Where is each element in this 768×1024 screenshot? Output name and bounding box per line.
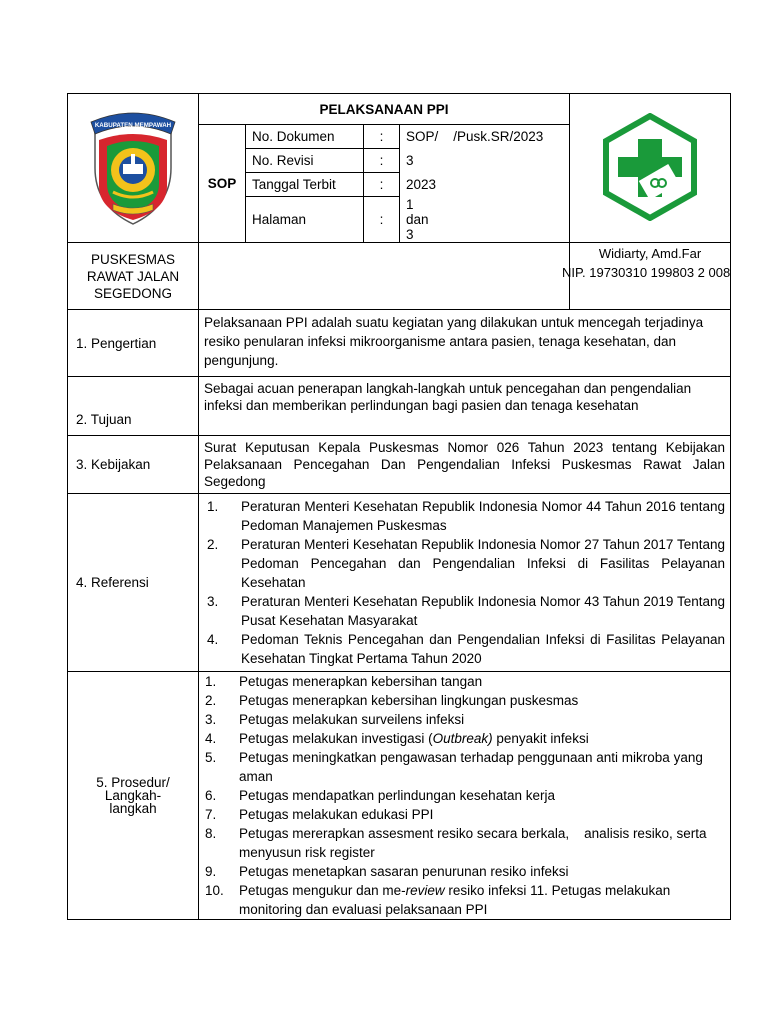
list-text: Petugas meningkatkan pengawasan terhadap penggunaan anti mikroba yang aman (239, 750, 703, 784)
list-text: Petugas mererapkan assesment resiko secara berkala, analisis resiko, serta menyusun risk register (239, 826, 711, 860)
kabupaten-mempawah-logo (83, 106, 183, 228)
list-number: 6. (205, 788, 217, 803)
list-text: Petugas melakukan investigasi (Outbreak) penyakit infeksi (239, 731, 589, 746)
section-text-tujuan: Sebagai acuan penerapan langkah-langkah untuk pencegahan dan pengendalian infeksi dan memberikan perlindungan bagi pasien dan tenaga kesehatan (199, 377, 731, 436)
puskesmas-logo (600, 113, 700, 221)
sop-label: SOP (199, 125, 246, 243)
list-text: Peraturan Menteri Kesehatan Republik Indonesia Nomor 43 Tahun 2019 Tentang Pusat Kesehatan Masyarakat (241, 594, 726, 628)
unit-line-3: SEGEDONG (93, 285, 172, 301)
health-logo-cell (570, 94, 731, 243)
list-item (207, 630, 725, 668)
list-number: 2. (205, 693, 217, 708)
unit-line-2: RAWAT JALAN (86, 268, 180, 284)
list-text: Petugas melakukan surveilens infeksi (239, 712, 465, 727)
empty-cell (199, 243, 570, 310)
meta-sep-terbit: : (364, 173, 400, 197)
section-label-referensi: 4. Referensi (68, 494, 199, 672)
section-list-prosedur (199, 672, 731, 920)
list-number: 1. (207, 499, 219, 514)
list-number: 2. (207, 537, 219, 552)
list-item (205, 824, 725, 862)
list-number: 1. (205, 674, 217, 689)
list-number: 3. (207, 594, 219, 609)
sop-table: KABUPATEN MEMPAWAH PELAKSANAAN PPI SOP No. Dokumen : SOP/ /Pusk.SR/2023 No. Revisi : 3 Tanggal Terbit : 2023 Halaman : 1 dan 3 PUSKESMAS RAWAT JALAN SEGEDONG Widiarty, Amd.Far NIP. 19730310 199803 2 008 1. Pengertian Pelaksanaan PPI adalah suatu kegiatan yang dilakukan untuk mencegah terjadinya resiko penularan infeksi mikroorganisme antara pasien, tenaga kesehatan, dan pengunjung. 2. Tujuan Sebagai acuan penerapan langkah-langkah untuk pencegahan dan pengendalian infeksi dan memberikan perlindungan bagi pasien dan tenaga kesehatan 3. Kebijakan Surat Keputusan Kepala Puskesmas Nomor 026 Tahun 2023 tentang Kebijakan Pelaksanaan Pencegahan Dan Pengendalian Infeksi Puskesmas Rawat Jalan Segedong 4. Referensi 1. Peraturan Menteri Kesehatan Republik Indonesia Nomor 44 Tahun 2016 tentang Pedoman Manajemen Puskesmas 2. Peraturan Menteri Kesehatan Republik Indonesia Nomor 27 Tahun 2017 Tentang Pedoman Pencegahan dan Pengendalian Infeksi di Fasilitas Pelayanan Kesehatan 3. Peraturan Menteri Kesehatan Republik Indonesia Nomor 43 Tahun 2019 Tentang Pusat Kesehatan Masyarakat 4. Pedoman Teknis Pencegahan dan Pengendalian Infeksi di Fasilitas Pelayanan Kesehatan Tingkat Pertama Tahun 2020 5. Prosedur/ Langkah- langkah 1. Petugas menerapkan kebersihan tangan 2. Petugas menerapkan kebersihan lingkungan puskesmas 3. Petugas melakukan surveilens infeksi 4. Petugas melakukan investigasi (Outbreak) penyakit infeksi 5. Petugas meningkatkan pengawasan terhadap penggunaan anti mikroba yang aman 6. Petugas mendapatkan perlindungan kesehatan kerja 7. Petugas melakukan edukasi PPI 8. Petugas mererapkan assesment resiko secara berkala, analisis resiko, serta menyusun risk register 9. Petugas menetapkan sasaran penurunan resiko infeksi 10. Petugas mengukur dan me-review resiko infeksi 11. Petugas melakukan monitoring dan evaluasi pelaksanaan PPI (67, 93, 731, 920)
list-item (205, 710, 725, 729)
list-text: Petugas menerapkan kebersihan lingkungan puskesmas (239, 693, 579, 708)
document-title: PELAKSANAAN PPI (199, 94, 570, 125)
list-text: Petugas mendapatkan perlindungan kesehatan kerja (239, 788, 555, 803)
unit-name (68, 243, 199, 310)
list-number: 9. (205, 864, 217, 879)
meta-label-halaman: Halaman (246, 197, 364, 243)
list-item (205, 881, 725, 919)
list-text: Petugas mengukur dan me-review resiko infeksi 11. Petugas melakukan monitoring dan evaluasi pelaksanaan PPI (239, 883, 671, 917)
prosedur-label-line-2: Langkah- (104, 788, 162, 803)
list-number: 7. (205, 807, 217, 822)
list-number: 3. (205, 712, 217, 727)
meta-label-terbit: Tanggal Terbit (246, 173, 364, 197)
section-label-tujuan: 2. Tujuan (68, 377, 199, 436)
signer-name: Widiarty, Amd.Far (598, 246, 702, 261)
signer-nip: NIP. 19730310 199803 2 008 (562, 265, 731, 280)
section-text-kebijakan: Surat Keputusan Kepala Puskesmas Nomor 026 Tahun 2023 tentang Kebijakan Pelaksanaan Pencegahan Dan Pengendalian Infeksi Puskesmas Rawat Jalan Segedong (199, 436, 731, 494)
list-item (207, 535, 725, 592)
section-text-pengertian: Pelaksanaan PPI adalah suatu kegiatan yang dilakukan untuk mencegah terjadinya resiko penularan infeksi mikroorganisme antara pasien, tenaga kesehatan, dan pengunjung. (199, 310, 731, 377)
list-text: Peraturan Menteri Kesehatan Republik Indonesia Nomor 44 Tahun 2016 tentang Pedoman Manajemen Puskesmas (241, 499, 726, 533)
logo-banner-text: KABUPATEN MEMPAWAH (94, 121, 172, 129)
list-item (205, 729, 725, 748)
section-label-prosedur (68, 672, 199, 920)
prosedur-label-line-1: 5. Prosedur/ (96, 775, 170, 790)
meta-label-revisi: No. Revisi (246, 149, 364, 173)
list-number: 4. (207, 632, 219, 647)
list-text: Peraturan Menteri Kesehatan Republik Indonesia Nomor 27 Tahun 2017 Tentang Pedoman Pencegahan dan Pengendalian Infeksi di Fasilitas Pelayanan Kesehatan (241, 537, 726, 590)
list-item (205, 786, 725, 805)
meta-label-dokumen: No. Dokumen (246, 125, 364, 149)
list-number: 5. (205, 750, 217, 765)
section-label-kebijakan: 3. Kebijakan (68, 436, 199, 494)
meta-sep-revisi: : (364, 149, 400, 173)
meta-sep-dokumen: : (364, 125, 400, 149)
list-item (205, 748, 725, 786)
list-number: 4. (205, 731, 217, 746)
list-item (205, 805, 725, 824)
list-item (207, 497, 725, 535)
list-item (205, 691, 725, 710)
regency-logo-cell (68, 94, 199, 243)
prosedur-label-line-3: langkah (109, 801, 157, 816)
list-item (205, 862, 725, 881)
list-item (205, 672, 725, 691)
list-text: Petugas melakukan edukasi PPI (239, 807, 434, 822)
list-item (207, 592, 725, 630)
section-label-pengertian: 1. Pengertian (68, 310, 199, 377)
list-number: 10. (205, 883, 224, 898)
sop-document (67, 93, 730, 920)
section-list-referensi (199, 494, 731, 672)
list-text: Pedoman Teknis Pencegahan dan Pengendalian Infeksi di Fasilitas Pelayanan Kesehatan Tingkat Pertama Tahun 2020 (241, 632, 726, 666)
list-text: Petugas menetapkan sasaran penurunan resiko infeksi (239, 864, 569, 879)
signer-block (562, 243, 731, 310)
unit-line-1: PUSKESMAS (90, 251, 176, 267)
list-number: 8. (205, 826, 217, 841)
list-text: Petugas menerapkan kebersihan tangan (239, 674, 483, 689)
meta-sep-halaman: : (364, 197, 400, 243)
